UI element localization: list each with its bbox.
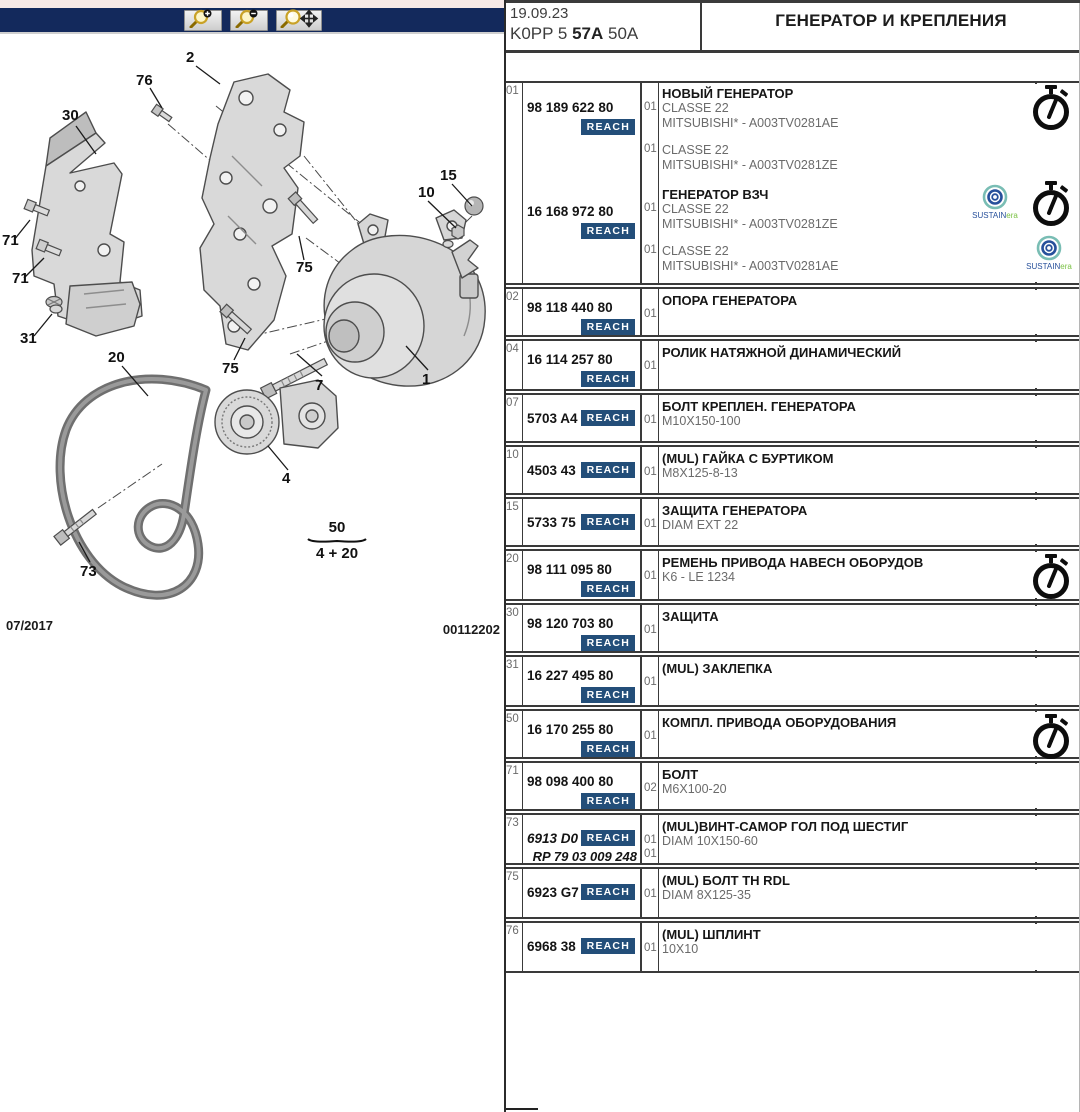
qty-value: 01 [644,244,657,256]
description-cell [659,869,1080,917]
callout-label-20: 20 [108,349,125,366]
spec-line: CLASSE 22 [662,101,729,115]
qty-cell [642,551,659,599]
callout-label-30: 30 [62,107,79,124]
part-cell [523,289,642,335]
callout-label-7: 7 [315,377,324,394]
table-row-01 [506,81,1080,285]
row-border-tick [1035,445,1037,448]
spec-line: K6 - LE 1234 [662,570,735,584]
svg-text:SUSTAINera: SUSTAINera [1026,262,1072,271]
row-border-tick [1035,867,1037,870]
reach-badge[interactable]: REACH [581,371,635,387]
qty-value: 01 [644,360,657,372]
row-border-tick [1035,440,1037,443]
row-border-tick [1035,650,1037,653]
ref-cell: 20 [506,551,523,599]
part-number[interactable]: 6923 G7 [527,884,579,900]
diagram-number: 00112202 [442,622,500,637]
qty-value: 01 [644,676,657,688]
part-cell [523,711,642,757]
qty-value: 01 [644,624,657,636]
reach-badge[interactable]: REACH [581,938,635,954]
row-border-tick [1035,81,1037,84]
qty-value: 01 01 [644,834,657,860]
part-title: ЗАЩИТА [662,609,719,624]
spec-line: DIAM EXT 22 [662,518,739,532]
row-border-tick [1035,497,1037,500]
part-title: (MUL)ВИНТ-САМОР ГОЛ ПОД ШЕСТИГ [662,819,909,834]
reach-badge[interactable]: REACH [581,119,635,135]
spec-line: M8X125-8-13 [662,466,738,480]
qty-value: 01 [644,942,657,954]
ref-cell: 04 [506,341,523,389]
table-row-04 [506,339,1080,391]
table-row-20 [506,549,1080,601]
qty-cell [642,447,659,493]
description-cell [659,763,1080,809]
qty-value: 01 [644,730,657,742]
part-number[interactable]: 98 120 703 80 [527,616,614,631]
callout-label-75: 75 [296,259,313,276]
code-bold: 57A [572,24,604,43]
description-cell [659,289,1080,335]
magnifier-minus-icon [232,9,266,31]
ref-cell: 01 [506,83,523,283]
callout-leader-line [452,184,472,206]
part-number[interactable]: 98 118 440 80 [527,300,613,315]
part-title: (MUL) БОЛТ TH RDL [662,873,790,888]
reach-line [523,683,640,703]
qty-value: 01 [644,518,657,530]
description-cell [659,605,1080,651]
table-row-73 [506,813,1080,865]
list-header [506,3,1080,53]
qty-value: 01 [644,143,657,155]
reach-line [523,631,640,651]
part-title: КОМПЛ. ПРИВОДА ОБОРУДОВАНИЯ [662,715,897,730]
spec-line: M10X150-100 [662,414,741,428]
callout-label-10: 10 [418,184,435,201]
callout-leader-line [299,236,304,260]
reach-badge[interactable]: REACH [581,462,635,478]
sustainera-icon [1026,234,1072,279]
part-title: РЕМЕНЬ ПРИВОДА НАВЕСН ОБОРУДОВ [662,555,924,570]
part-cell [523,341,642,389]
description-cell [659,341,1080,389]
callout-label-75: 75 [222,360,239,377]
callout-leader-line [34,314,52,336]
row-border-tick [1035,704,1037,707]
description-cell [659,551,1080,599]
part-number[interactable]: 4503 43 [527,462,576,478]
part-number-line [523,499,640,530]
supersession-part-number[interactable]: RP 79 03 009 248 [532,849,637,864]
rivet-31-part [46,297,62,314]
part-number-block [523,193,640,239]
table-row-30 [506,603,1080,653]
part-cell [523,447,642,493]
part-cell [523,657,642,705]
qty-value: 02 [644,782,657,794]
row-border-tick [1035,761,1037,764]
row-border-tick [1035,862,1037,865]
callout-label-4: 4 [282,470,291,487]
spec-line: M6X100-20 [662,782,727,796]
part-title: (MUL) ГАЙКА С БУРТИКОМ [662,451,834,466]
description-cell [659,657,1080,705]
reach-badge[interactable]: REACH [581,223,635,239]
table-row-15 [506,497,1080,547]
part-title: (MUL) ЗАКЛЕПКА [662,661,773,676]
part-title: (MUL) ШПЛИНТ [662,927,761,942]
reach-badge[interactable]: REACH [581,514,635,530]
part-title: РОЛИК НАТЯЖНОЙ ДИНАМИЧЕСКИЙ [662,345,902,360]
table-row-50 [506,709,1080,759]
callout-label-1: 1 [422,371,431,388]
ref-cell: 07 [506,395,523,441]
callout-leader-line [268,446,288,470]
spec-line: CLASSE 22 [662,202,729,216]
reach-line [523,367,640,387]
sustainera-icon [972,183,1018,228]
ratio-bottom: 4 + 20 [315,545,359,562]
description-cell [659,815,1080,863]
callout-label-2: 2 [186,49,195,66]
qty-cell [642,657,659,705]
magnifier-move-icon [278,9,320,31]
reach-badge[interactable]: REACH [581,741,635,757]
part-number-line [523,815,640,846]
part-cell [523,83,642,283]
qty-value: 01 [644,202,657,214]
row-border-tick [1035,970,1037,973]
description-cell [659,711,1080,757]
part-title: БОЛТ КРЕПЛЕН. ГЕНЕРАТОРА [662,399,856,414]
qty-value: 01 [644,888,657,900]
exploded-parts-diagram [0,36,504,622]
ref-cell: 10 [506,447,523,493]
part-number-line [523,447,640,478]
parts-table [506,81,1080,973]
catalog-date: 19.09.23 [510,5,569,22]
spec-line: MITSUBISHI* - A003TV0281AE [662,116,839,130]
ref-cell: 31 [506,657,523,705]
description-cell [659,923,1080,971]
spec-line: DIAM 8X125-35 [662,888,751,902]
table-row-71 [506,761,1080,811]
ratio-top: 50 [328,519,346,536]
part-cell [523,605,642,651]
part-number[interactable]: 5703 A4 [527,410,578,426]
qty-cell [642,499,659,545]
reach-badge[interactable]: REACH [581,687,635,703]
part-number[interactable]: 16 114 257 80 [527,352,613,367]
qty-value: 01 [644,308,657,320]
ref-cell: 02 [506,289,523,335]
row-border-tick [1035,921,1037,924]
row-border-tick [1035,813,1037,816]
cap-15-part [465,197,483,215]
part-cell [523,923,642,971]
callout-label-73: 73 [80,563,97,580]
row-border-tick [1035,709,1037,712]
reach-line [523,577,640,597]
code-suffix: 50A [603,24,639,43]
callout-label-31: 31 [20,330,37,347]
qty-cell [642,869,659,917]
spec-line: MITSUBISHI* - A003TV0281AE [662,259,839,273]
qty-value: 01 [644,570,657,582]
zoom-out-button[interactable] [230,10,268,31]
spec-line: DIAM 10X150-60 [662,834,758,848]
diagram-date: 07/2017 [6,618,53,633]
part-number-block [523,89,640,135]
part-number[interactable]: 5733 75 [527,514,576,530]
reach-badge[interactable]: REACH [581,410,635,426]
part-number-line [523,395,640,426]
ref-cell: 15 [506,499,523,545]
qty-value: 01 [644,414,657,426]
row-border-tick [1035,808,1037,811]
catalog-code [510,23,700,44]
callout-leader-line [196,66,220,84]
reach-line [523,219,640,239]
row-border-tick [1035,544,1037,547]
spec-line: CLASSE 22 [662,244,729,258]
qty-cell [642,763,659,809]
callout-label-15: 15 [440,167,457,184]
qty-cell [642,923,659,971]
part-title: БОЛТ [662,767,699,782]
row-border-tick [1035,549,1037,552]
row-border-tick [1035,603,1037,606]
stopwatch-icon [1030,181,1072,232]
section-title-block [702,3,1080,50]
fraction-line [308,539,366,542]
part-number[interactable]: 16 227 495 80 [527,668,614,683]
reach-badge[interactable]: REACH [581,635,635,651]
reach-badge[interactable]: REACH [581,319,635,335]
part-number[interactable]: 98 189 622 80 [527,100,614,115]
row-border-tick [1035,916,1037,919]
reach-badge[interactable]: REACH [581,884,635,900]
part-cell [523,869,642,917]
table-row-76 [506,921,1080,973]
callout-label-71: 71 [2,232,19,249]
part-title: ЗАЩИТА ГЕНЕРАТОРА [662,503,808,518]
header-gap [506,53,1080,81]
row-border-tick [1035,756,1037,759]
part-number-line [523,869,640,900]
qty-value: 01 [644,466,657,478]
reach-line [523,115,640,135]
spec-line: MITSUBISHI* - A003TV0281ZE [662,158,838,172]
diagram-panel [0,0,504,1112]
reach-line [523,315,640,335]
reach-badge[interactable]: REACH [581,581,635,597]
code-prefix: K0PP 5 [510,24,573,43]
spec-line: CLASSE 22 [662,143,729,157]
zoom-toolbar [0,8,504,32]
toolbar-underline [0,32,504,34]
svg-text:SUSTAINera: SUSTAINera [972,211,1018,220]
qty-cell [642,395,659,441]
parts-list-panel [506,0,1080,1112]
description-cell [659,447,1080,493]
part-cell [523,499,642,545]
table-row-10 [506,445,1080,495]
main-bracket-part [200,74,304,350]
ref-cell: 71 [506,763,523,809]
row-border-tick [1035,655,1037,658]
qty-cell [642,83,659,283]
part-number[interactable]: 16 170 255 80 [527,722,614,737]
description-cell [659,395,1080,441]
part-number[interactable]: 6913 D0 [527,830,579,846]
page-bottom-border [506,1108,538,1110]
row-border-tick [1035,393,1037,396]
table-row-07 [506,393,1080,443]
row-border-tick [1035,388,1037,391]
reach-line [523,737,640,757]
qty-cell [642,711,659,757]
row-border-tick [1035,492,1037,495]
row-border-tick [1035,339,1037,342]
zoom-in-button[interactable] [184,10,222,31]
description-cell [659,499,1080,545]
qty-cell [642,289,659,335]
reach-badge[interactable]: REACH [581,830,635,846]
part-cell [523,815,642,863]
part-title: ГЕНЕРАТОР ВЗЧ [662,187,769,202]
reach-badge[interactable]: REACH [581,793,635,809]
qty-cell [642,341,659,389]
table-row-02 [506,287,1080,337]
qty-cell [642,605,659,651]
ref-cell: 50 [506,711,523,757]
qty-cell [642,815,659,863]
ref-cell: 75 [506,869,523,917]
callout-label-71: 71 [12,270,29,287]
table-row-75 [506,867,1080,919]
top-strip [0,0,504,8]
spec-line: MITSUBISHI* - A003TV0281ZE [662,217,838,231]
page-title: ГЕНЕРАТОР И КРЕПЛЕНИЯ [775,11,1007,30]
table-row-31 [506,655,1080,707]
magnifier-plus-icon [186,9,220,31]
ref-cell: 76 [506,923,523,971]
catalog-code-block [506,3,702,50]
zoom-pan-button[interactable] [276,10,322,31]
part-title: ОПОРА ГЕНЕРАТОРА [662,293,798,308]
part-number-line [523,923,640,954]
row-border-tick [1035,598,1037,601]
part-cell [523,763,642,809]
stopwatch-icon [1030,85,1072,136]
ref-cell: 73 [506,815,523,863]
row-border-tick [1035,282,1037,285]
part-title: НОВЫЙ ГЕНЕРАТОР [662,86,794,101]
part-cell [523,395,642,441]
ref-cell: 30 [506,605,523,651]
part-number[interactable]: 98 111 095 80 [527,562,612,577]
ratio-note [308,519,366,562]
spec-line: 10X10 [662,942,699,956]
callout-label-76: 76 [136,72,153,89]
part-number[interactable]: 6968 38 [527,938,576,954]
part-cell [523,551,642,599]
part-number[interactable]: 16 168 972 80 [527,204,614,219]
reach-line [523,789,640,809]
row-border-tick [1035,334,1037,337]
row-border-tick [1035,287,1037,290]
qty-value: 01 [644,101,657,113]
part-number[interactable]: 98 098 400 80 [527,774,614,789]
